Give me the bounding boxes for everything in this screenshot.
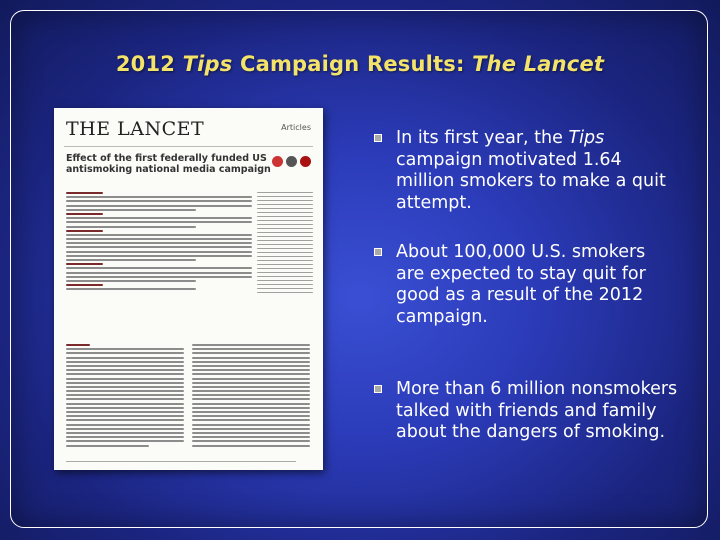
article-title: Effect of the first federally funded US antismoking national media campaign <box>66 153 271 175</box>
divider <box>64 146 313 147</box>
section-label: Articles <box>281 123 311 132</box>
square-bullet-icon <box>374 134 382 142</box>
abstract-text <box>66 192 252 293</box>
slide-title: 2012 Tips Campaign Results: The Lancet <box>115 52 605 76</box>
article-footer <box>66 461 296 463</box>
square-bullet-icon <box>374 248 382 256</box>
bullet-text: About 100,000 U.S. smokers are expected to stay quit for good as a result of the 2012 campaign. <box>396 242 646 327</box>
bullet-text: More than 6 million nonsmokers talked with friends and family about the dangers of smoking. <box>396 379 678 442</box>
article-image <box>54 108 323 470</box>
intro-column-left <box>66 344 184 449</box>
intro-column-right <box>192 344 310 449</box>
square-bullet-icon <box>374 385 382 393</box>
article-sidebar-notes <box>257 192 313 296</box>
journal-masthead: THE LANCET <box>66 118 205 140</box>
journal-logos <box>272 156 311 167</box>
bullet-text: In its first year, the Tips campaign motivated 1.64 million smokers to make a quit attempt. <box>396 128 666 213</box>
